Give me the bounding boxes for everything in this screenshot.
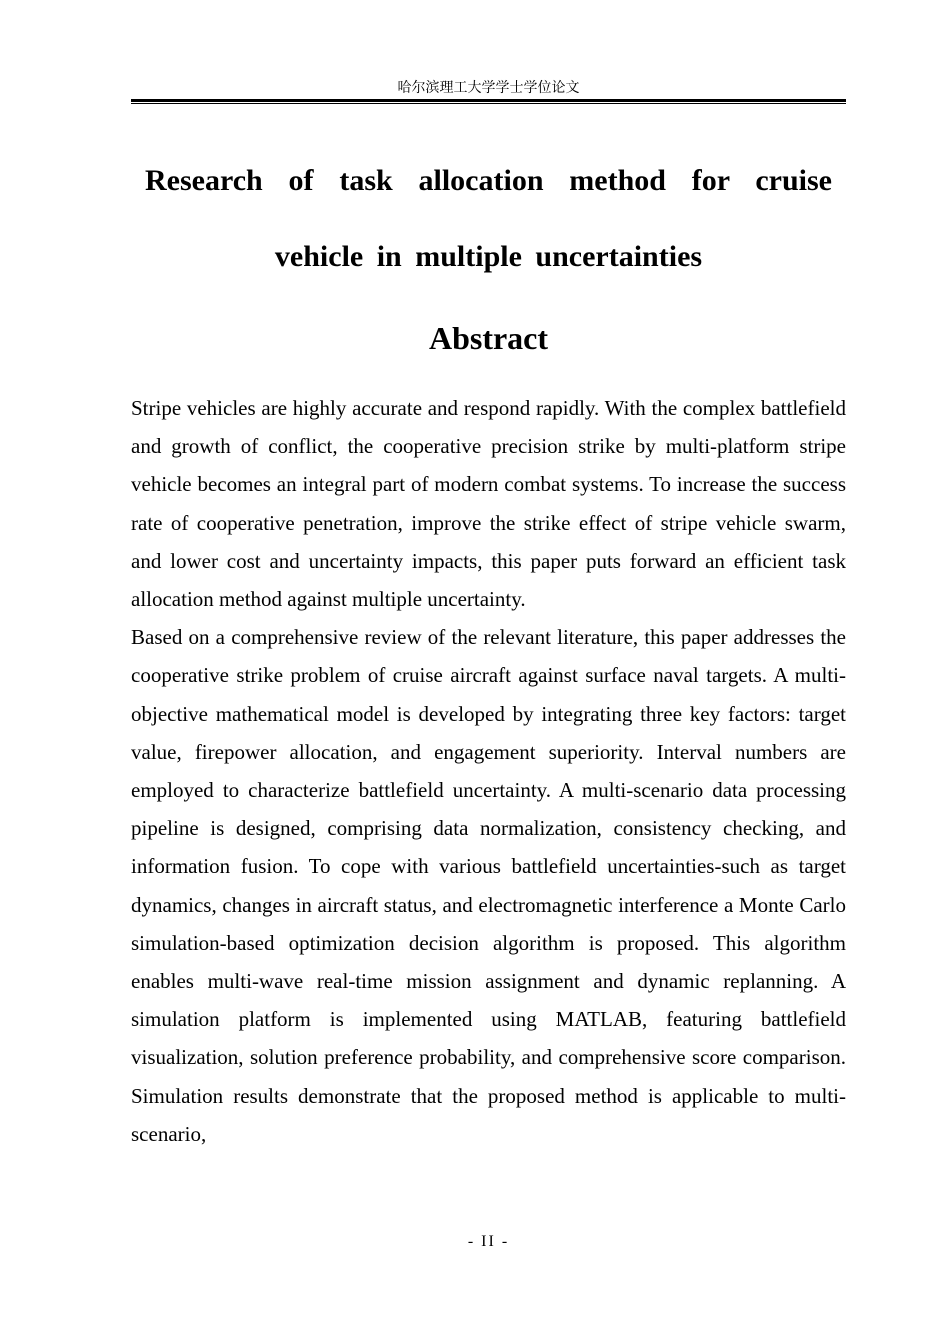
- thesis-title-line-1: Research of task allocation method for cruise: [145, 164, 832, 197]
- abstract-paragraph-1: Stripe vehicles are highly accurate and respond rapidly. With the complex battlefield and growth of conflict, the cooperative precision strike by multi-platform stripe vehicle becomes an integral part of modern combat systems. To increase the success rate of cooperative penetration, improve the strike effect of stripe vehicle swarm, and lower cost and uncertainty impacts, this paper puts forward an efficient task allocation method against multiple uncertainty.: [131, 396, 846, 612]
- running-header: 哈尔滨理工大学学士学位论文: [397, 80, 580, 96]
- page-number: - II -: [467, 1233, 510, 1250]
- header-rule: [131, 99, 846, 104]
- thesis-title: [131, 143, 846, 295]
- abstract-body: [131, 389, 846, 1153]
- thesis-title-line-2: vehicle in multiple uncertainties: [274, 240, 703, 273]
- abstract-paragraph-2: Based on a comprehensive review of the relevant literature, this paper addresses the cooperative strike problem of cruise aircraft against surface naval targets. A multi-objective mathematical model is developed by integrating three key factors: target value, firepower allocation, and engagement superiority. Interval numbers are employed to characterize battlefield uncertainty. A multi-scenario data processing pipeline is designed, comprising data normalization, consistency checking, and information fusion. To cope with various battlefield uncertainties-such as target dynamics, changes in aircraft status, and electromagnetic interference a Monte Carlo simulation-based optimization decision algorithm is proposed. This algorithm enables multi-wave real-time mission assignment and dynamic replanning. A simulation platform is implemented using MATLAB, featuring battlefield visualization, solution preference probability, and comprehensive score comparison. Simulation results demonstrate that the proposed method is applicable to multi-scenario,: [131, 625, 846, 1146]
- abstract-heading: Abstract: [428, 320, 549, 356]
